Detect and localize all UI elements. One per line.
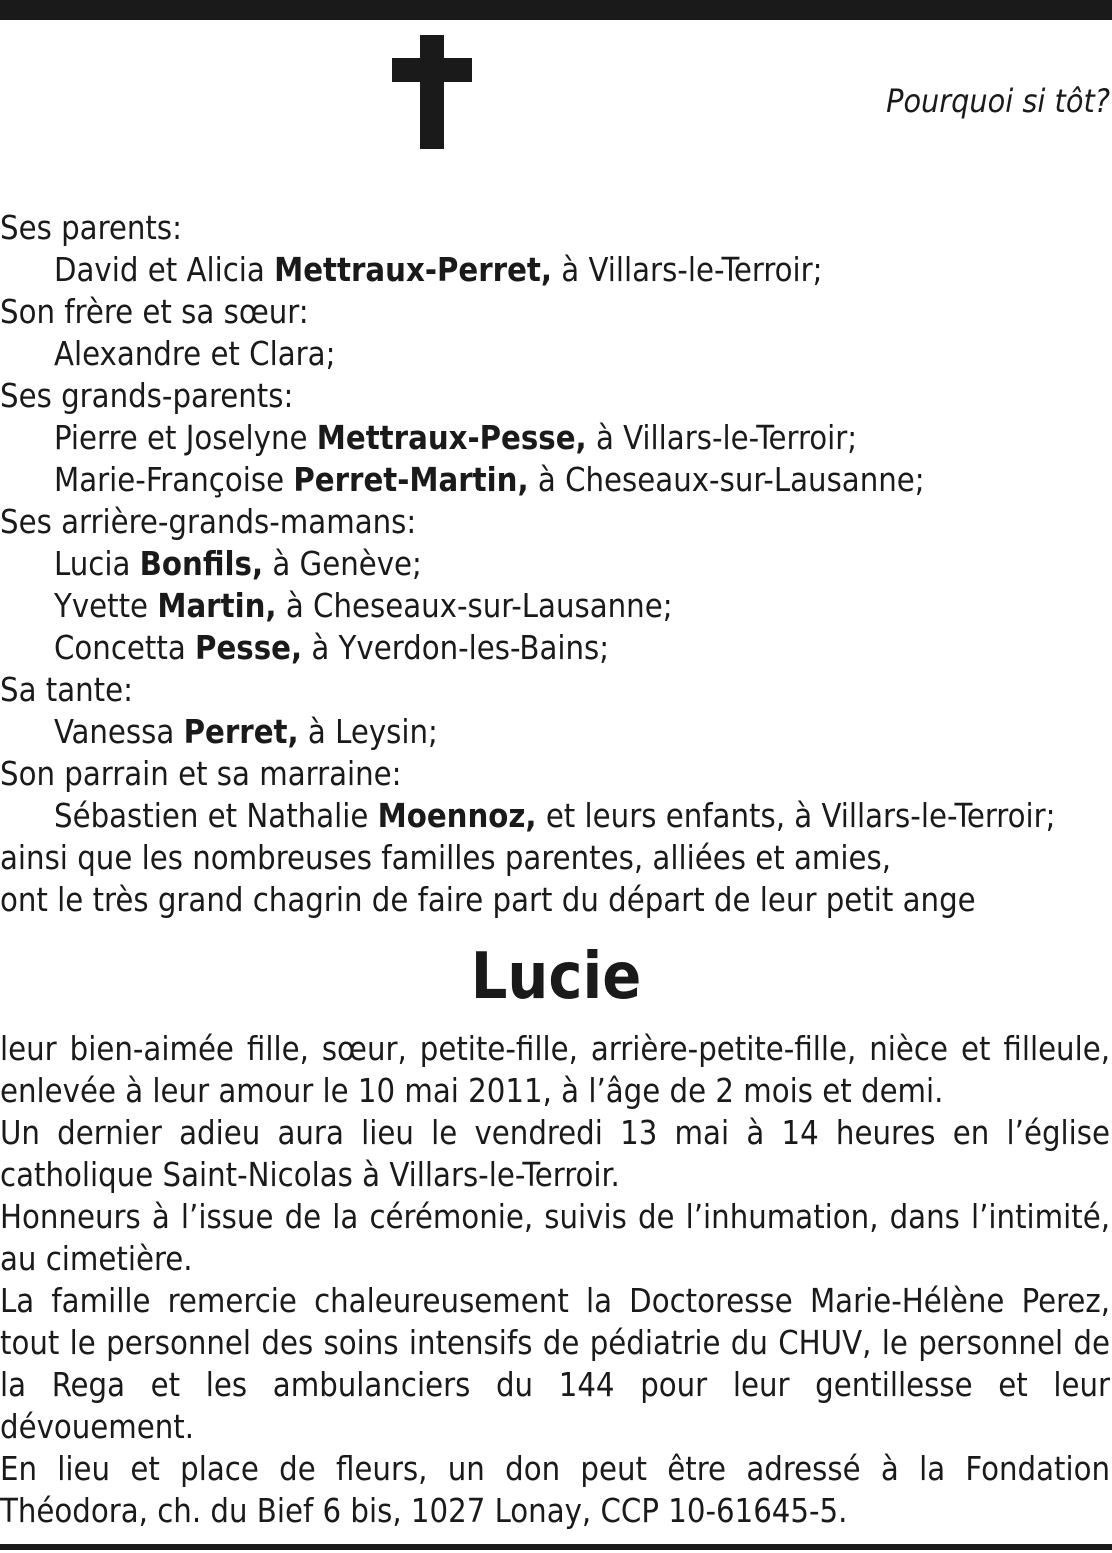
great-grandmother-line: Concetta Pesse, à Yverdon-les-Bains; xyxy=(54,629,610,667)
great-grandmother-line: Yvette Martin, à Cheseaux-sur-Lausanne; xyxy=(54,587,673,625)
body-paragraph: Un dernier adieu aura lieu le vendredi 13 mai à 14 heures en l’église catholique Saint-Nicolas à Villars-le-Terroir. xyxy=(0,1114,1110,1194)
closing-line: ont le très grand chagrin de faire part du départ de leur petit ange xyxy=(0,881,976,919)
obituary-body xyxy=(0,1028,1110,1532)
top-rule xyxy=(0,0,1112,20)
aunt-line: Vanessa Perret, à Leysin; xyxy=(54,713,438,751)
surname: Moennoz, xyxy=(377,797,537,835)
parents-heading: Ses parents: xyxy=(0,209,182,247)
great-grandmothers-heading: Ses arrière-grands-mamans: xyxy=(0,503,417,541)
siblings-heading: Son frère et sa sœur: xyxy=(0,293,309,331)
siblings-line: Alexandre et Clara; xyxy=(54,335,336,373)
epigraph: Pourquoi si tôt? xyxy=(886,82,1110,120)
surname: Pesse, xyxy=(195,629,303,667)
latin-cross-icon xyxy=(392,35,472,149)
parents-line: David et Alicia Mettraux-Perret, à Villars-le-Terroir; xyxy=(54,251,823,289)
aunt-heading: Sa tante: xyxy=(0,671,133,709)
surname: Bonfils, xyxy=(139,545,264,583)
bottom-rule xyxy=(0,1544,1112,1550)
surname: Perret, xyxy=(183,713,299,751)
body-paragraph: En lieu et place de fleurs, un don peut être adressé à la Fondation Théodora, ch. du Bief 6 bis, 1027 Lonay, CCP 10-61645-5. xyxy=(0,1450,1110,1530)
closing-line: ainsi que les nombreuses familles parentes, alliées et amies, xyxy=(0,839,892,877)
surname: Martin, xyxy=(157,587,277,625)
godparents-line: Sébastien et Nathalie Moennoz, et leurs enfants, à Villars-le-Terroir; xyxy=(54,797,1056,835)
family-list xyxy=(0,207,1112,921)
grandparents-line: Marie-Françoise Perret-Martin, à Cheseaux-sur-Lausanne; xyxy=(54,461,925,499)
grandparents-heading: Ses grands-parents: xyxy=(0,377,294,415)
surname: Perret-Martin, xyxy=(293,461,529,499)
body-paragraph: leur bien-aimée fille, sœur, petite-fille, arrière-petite-fille, nièce et filleule, enlevée à leur amour le 10 mai 2011, à l’âge de 2 mois et demi. xyxy=(0,1030,1110,1110)
deceased-name: Lucie xyxy=(470,940,642,1014)
godparents-heading: Son parrain et sa marraine: xyxy=(0,755,402,793)
body-paragraph: La famille remercie chaleureusement la Doctoresse Marie-Hélène Perez, tout le personnel des soins intensifs de pédiatrie du CHUV, le personnel de la Rega et les ambulanciers du 144 pour leur gentillesse et leur dévouement. xyxy=(0,1282,1110,1446)
great-grandmother-line: Lucia Bonfils, à Genève; xyxy=(54,545,422,583)
body-paragraph: Honneurs à l’issue de la cérémonie, suivis de l’inhumation, dans l’intimité, au cimetière. xyxy=(0,1198,1110,1278)
surname: Mettraux-Perret, xyxy=(274,251,552,289)
surname: Mettraux-Pesse, xyxy=(316,419,587,457)
grandparents-line: Pierre et Joselyne Mettraux-Pesse, à Villars-le-Terroir; xyxy=(54,419,858,457)
